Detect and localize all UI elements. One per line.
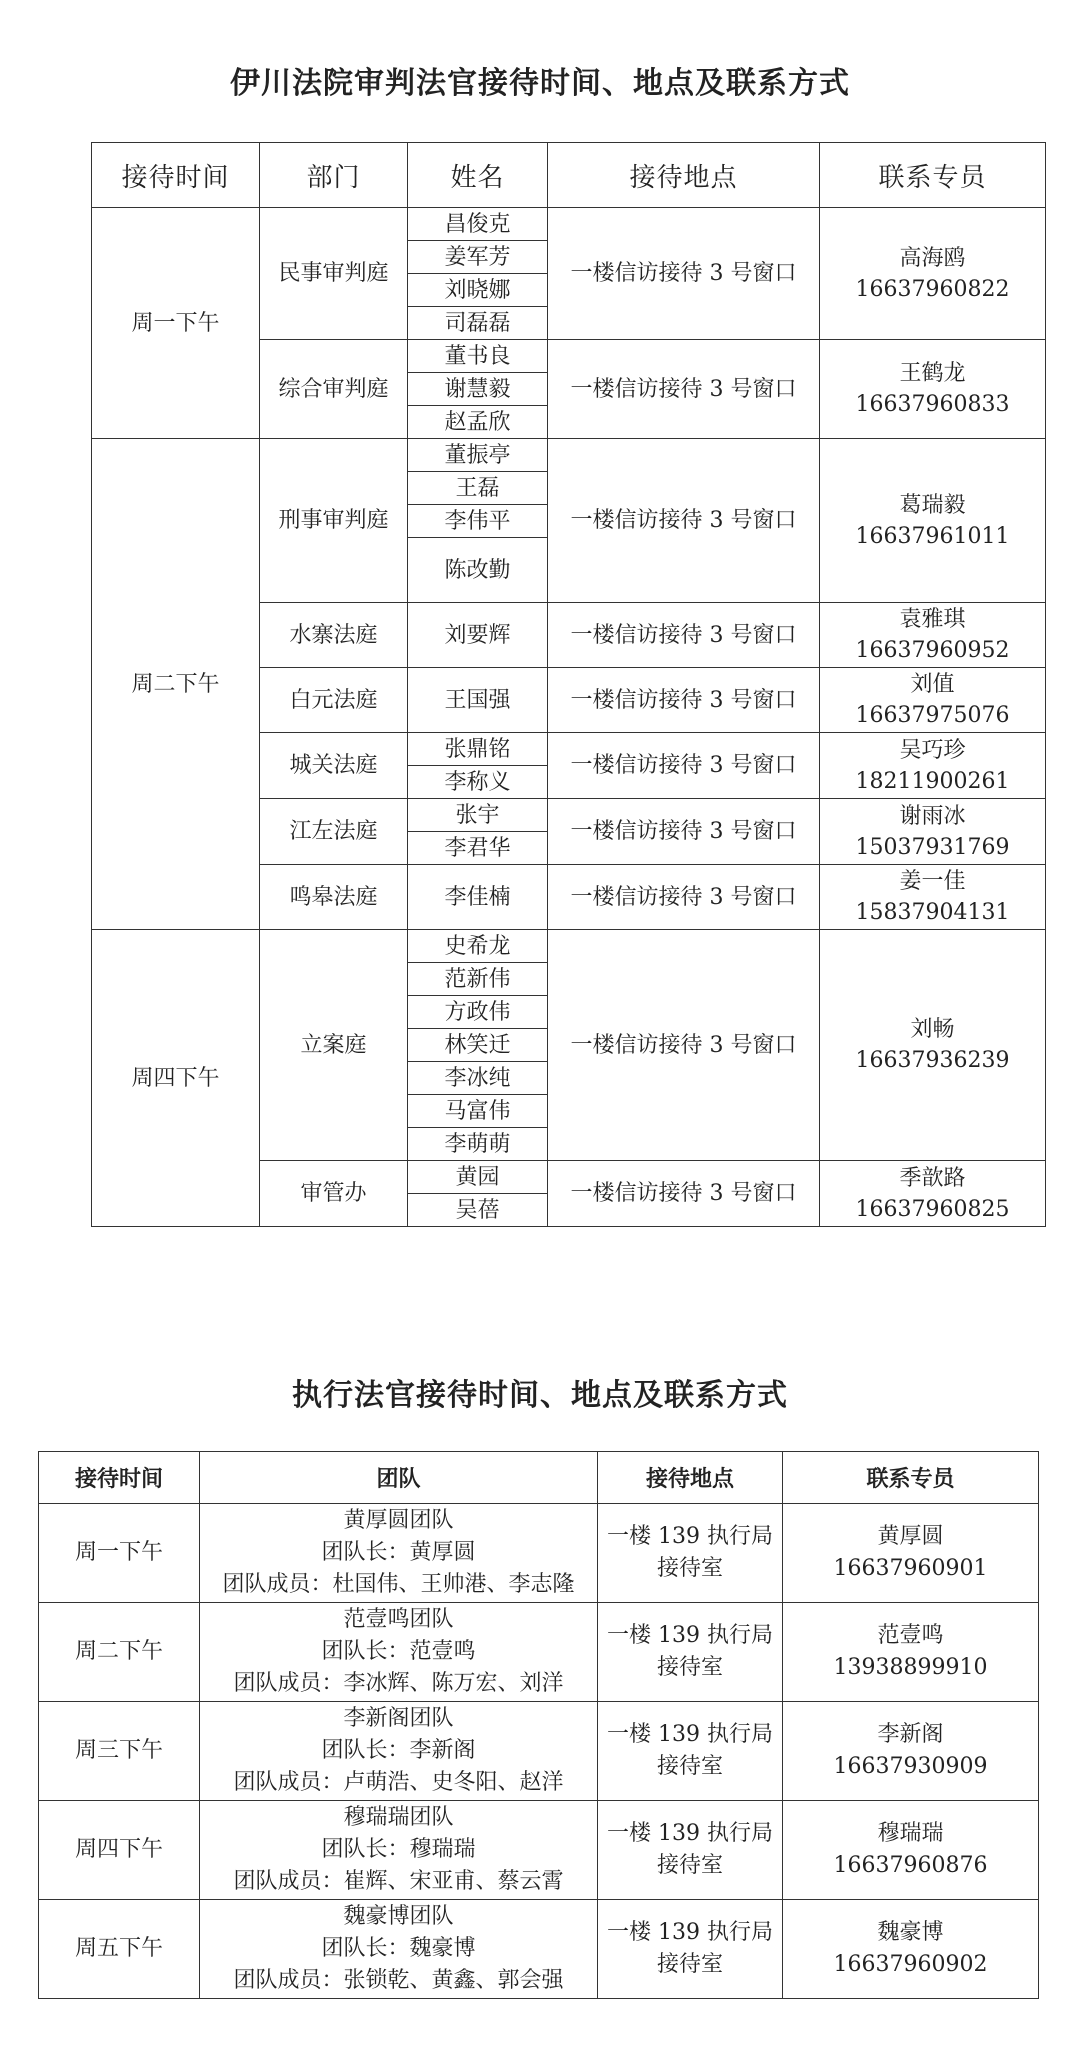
location-cell: 一楼信访接待 3 号窗口 <box>548 603 820 668</box>
contact-cell <box>820 865 1046 930</box>
judge-name-cell: 李冰纯 <box>408 1062 548 1095</box>
contact-phone: 16637960876 <box>833 1853 988 1878</box>
location-cell <box>598 1702 783 1801</box>
dept-cell: 城关法庭 <box>260 733 408 799</box>
location-cell: 一楼信访接待 3 号窗口 <box>548 733 820 799</box>
judge-name-cell: 昌俊克 <box>408 208 548 241</box>
day-cell: 周三下午 <box>39 1702 200 1801</box>
dept-cell: 江左法庭 <box>260 799 408 865</box>
location-cell <box>598 1504 783 1603</box>
contact-cell <box>820 603 1046 668</box>
dept-cell: 审管办 <box>260 1161 408 1227</box>
judge-name-cell: 姜军芳 <box>408 241 548 274</box>
location-cell: 一楼信访接待 3 号窗口 <box>548 1161 820 1227</box>
judge-name-cell: 李佳楠 <box>408 865 548 930</box>
contact-cell <box>820 668 1046 733</box>
contact-cell <box>783 1801 1039 1900</box>
judge-name-cell: 王国强 <box>408 668 548 733</box>
table-row <box>39 1603 1039 1702</box>
contact-name: 谢雨冰 <box>899 803 966 829</box>
location-cell: 一楼信访接待 3 号窗口 <box>548 340 820 439</box>
contact-cell <box>820 340 1046 439</box>
contact-cell <box>820 208 1046 340</box>
contact-cell <box>783 1603 1039 1702</box>
judge-name-cell: 史希龙 <box>408 930 548 963</box>
table-row <box>39 1504 1039 1603</box>
dept-cell: 立案庭 <box>260 930 408 1161</box>
contact-name: 李新阁 <box>877 1722 944 1747</box>
dept-cell: 综合审判庭 <box>260 340 408 439</box>
location-cell: 一楼信访接待 3 号窗口 <box>548 799 820 865</box>
contact-phone: 16637960833 <box>855 392 1010 417</box>
header-cell: 接待地点 <box>548 143 820 208</box>
table-row <box>39 1900 1039 1999</box>
contact-name: 王鹤龙 <box>899 361 966 386</box>
location-cell <box>598 1603 783 1702</box>
judge-name-cell: 李伟平 <box>408 505 548 538</box>
location-line: 接待室 <box>656 1952 723 1977</box>
day-cell: 周一下午 <box>39 1504 200 1603</box>
contact-phone: 16637930909 <box>833 1754 988 1779</box>
team-cell <box>200 1702 598 1801</box>
court-reception-table <box>91 142 1046 1227</box>
day-cell: 周二下午 <box>39 1603 200 1702</box>
team-cell <box>200 1603 598 1702</box>
team-cell <box>200 1801 598 1900</box>
header-cell: 接待时间 <box>92 143 260 208</box>
location-line: 一楼 139 执行局 <box>607 1722 773 1747</box>
dept-cell: 鸣皋法庭 <box>260 865 408 930</box>
team-name: 黄厚圆团队 <box>343 1508 454 1533</box>
judge-name-cell: 王磊 <box>408 472 548 505</box>
judge-name-cell: 林笑迁 <box>408 1029 548 1062</box>
team-members: 团队成员：张锁乾、黄鑫、郭会强 <box>233 1968 564 1993</box>
team-members: 团队成员：崔辉、宋亚甫、蔡云霄 <box>233 1869 564 1894</box>
location-line: 接待室 <box>656 1556 723 1581</box>
team-leader: 团队长：黄厚圆 <box>321 1540 476 1565</box>
contact-phone: 15037931769 <box>855 834 1010 860</box>
contact-cell <box>820 439 1046 603</box>
team-name: 李新阁团队 <box>343 1706 454 1731</box>
judge-name-cell: 方政伟 <box>408 996 548 1029</box>
exec-reception-table <box>38 1451 1039 1999</box>
location-cell <box>598 1900 783 1999</box>
judge-name-cell: 司磊磊 <box>408 307 548 340</box>
contact-phone: 16637960825 <box>855 1196 1010 1222</box>
location-line: 接待室 <box>656 1655 723 1680</box>
location-line: 接待室 <box>656 1853 723 1878</box>
dept-cell: 白元法庭 <box>260 668 408 733</box>
judge-name-cell: 董书良 <box>408 340 548 373</box>
location-line: 一楼 139 执行局 <box>607 1524 773 1549</box>
contact-name: 高海鸥 <box>899 245 966 271</box>
contact-name: 魏豪博 <box>877 1920 944 1945</box>
team-leader: 团队长：范壹鸣 <box>321 1639 476 1664</box>
team-name: 魏豪博团队 <box>343 1904 454 1929</box>
location-line: 一楼 139 执行局 <box>607 1821 773 1846</box>
contact-phone: 16637960822 <box>855 276 1010 302</box>
contact-name: 季歆路 <box>899 1165 966 1191</box>
location-cell: 一楼信访接待 3 号窗口 <box>548 439 820 603</box>
judge-name-cell: 张宇 <box>408 799 548 832</box>
header-cell: 联系专员 <box>820 143 1046 208</box>
team-members: 团队成员：杜国伟、王帅港、李志隆 <box>222 1572 575 1597</box>
contact-name: 范壹鸣 <box>877 1623 944 1648</box>
contact-phone: 16637961011 <box>855 523 1010 549</box>
contact-name: 姜一佳 <box>899 869 966 894</box>
header-cell: 接待时间 <box>39 1452 200 1504</box>
judge-name-cell: 刘要辉 <box>408 603 548 668</box>
location-cell: 一楼信访接待 3 号窗口 <box>548 208 820 340</box>
dept-cell: 刑事审判庭 <box>260 439 408 603</box>
table-row <box>39 1801 1039 1900</box>
team-members: 团队成员：卢萌浩、史冬阳、赵洋 <box>233 1770 564 1795</box>
contact-cell <box>783 1900 1039 1999</box>
team-leader: 团队长：李新阁 <box>321 1738 476 1763</box>
team-name: 穆瑞瑞团队 <box>343 1805 454 1830</box>
table-row <box>92 439 1046 472</box>
dept-cell: 水寨法庭 <box>260 603 408 668</box>
judge-name-cell: 黄园 <box>408 1161 548 1194</box>
day-cell: 周四下午 <box>92 930 260 1227</box>
dept-cell: 民事审判庭 <box>260 208 408 340</box>
contact-name: 穆瑞瑞 <box>877 1821 944 1846</box>
contact-cell <box>820 1161 1046 1227</box>
exec-table-title: 执行法官接待时间、地点及联系方式 <box>292 1378 788 1413</box>
contact-phone: 16637975076 <box>855 703 1010 728</box>
contact-name: 刘畅 <box>910 1017 955 1042</box>
team-members: 团队成员：李冰辉、陈万宏、刘洋 <box>233 1671 564 1696</box>
location-line: 一楼 139 执行局 <box>607 1623 773 1648</box>
location-cell: 一楼信访接待 3 号窗口 <box>548 930 820 1161</box>
team-cell <box>200 1504 598 1603</box>
contact-phone: 16637960901 <box>833 1556 988 1581</box>
contact-phone: 16637960952 <box>855 638 1010 663</box>
table-row <box>92 208 1046 241</box>
contact-phone: 16637936239 <box>855 1048 1010 1073</box>
judge-name-cell: 李君华 <box>408 832 548 865</box>
location-line: 一楼 139 执行局 <box>607 1920 773 1945</box>
judge-name-cell: 范新伟 <box>408 963 548 996</box>
location-cell: 一楼信访接待 3 号窗口 <box>548 865 820 930</box>
judge-name-cell: 马富伟 <box>408 1095 548 1128</box>
judge-name-cell: 张鼎铭 <box>408 733 548 766</box>
team-leader: 团队长：穆瑞瑞 <box>321 1837 476 1862</box>
team-leader: 团队长：魏豪博 <box>321 1936 476 1961</box>
judge-name-cell: 李萌萌 <box>408 1128 548 1161</box>
judge-name-cell: 赵孟欣 <box>408 406 548 439</box>
day-cell: 周二下午 <box>92 439 260 930</box>
judge-name-cell: 陈改勤 <box>408 538 548 603</box>
contact-name: 葛瑞毅 <box>899 492 966 518</box>
day-cell: 周五下午 <box>39 1900 200 1999</box>
contact-cell <box>783 1702 1039 1801</box>
header-cell: 接待地点 <box>598 1452 783 1504</box>
contact-cell <box>820 733 1046 799</box>
contact-phone: 18211900261 <box>855 768 1010 794</box>
day-cell: 周四下午 <box>39 1801 200 1900</box>
header-cell: 联系专员 <box>783 1452 1039 1504</box>
contact-name: 吴巧珍 <box>899 737 966 763</box>
contact-phone: 15837904131 <box>855 900 1010 925</box>
table-row <box>39 1702 1039 1801</box>
contact-name: 袁雅琪 <box>899 607 966 632</box>
contact-phone: 13938899910 <box>833 1655 988 1680</box>
location-cell <box>598 1801 783 1900</box>
contact-name: 黄厚圆 <box>877 1524 944 1549</box>
judge-name-cell: 董振亭 <box>408 439 548 472</box>
judge-name-cell: 谢慧毅 <box>408 373 548 406</box>
location-cell: 一楼信访接待 3 号窗口 <box>548 668 820 733</box>
contact-phone: 16637960902 <box>833 1952 988 1977</box>
header-cell: 姓名 <box>408 143 548 208</box>
contact-cell <box>820 930 1046 1161</box>
team-name: 范壹鸣团队 <box>343 1607 454 1632</box>
judge-name-cell: 李称义 <box>408 766 548 799</box>
contact-name: 刘值 <box>910 672 955 697</box>
judge-name-cell: 刘晓娜 <box>408 274 548 307</box>
header-cell: 团队 <box>200 1452 598 1504</box>
table-row <box>92 930 1046 963</box>
header-cell: 部门 <box>260 143 408 208</box>
day-cell: 周一下午 <box>92 208 260 439</box>
team-cell <box>200 1900 598 1999</box>
location-line: 接待室 <box>656 1754 723 1779</box>
court-table-title: 伊川法院审判法官接待时间、地点及联系方式 <box>230 66 850 101</box>
judge-name-cell: 吴蓓 <box>408 1194 548 1227</box>
contact-cell <box>783 1504 1039 1603</box>
contact-cell <box>820 799 1046 865</box>
